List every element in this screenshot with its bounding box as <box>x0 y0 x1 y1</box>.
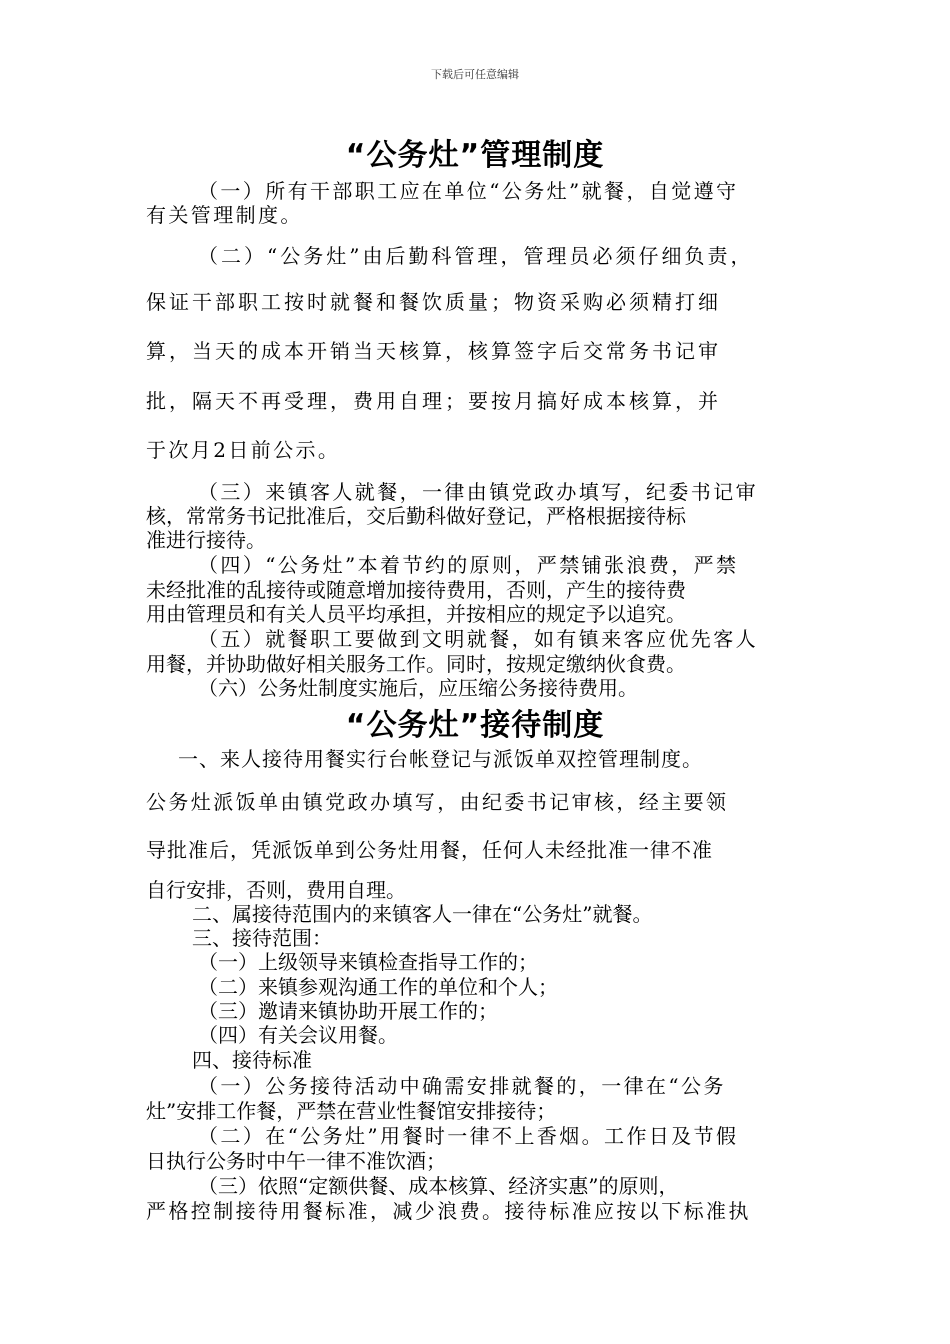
section1-line: 有关管理制度。 <box>146 203 303 227</box>
section1-line: （五）就餐职工要做到文明就餐，如有镇来客应优先客人 <box>198 627 758 651</box>
section1-title: “公务灶”管理制度 <box>345 138 605 173</box>
section2-line: （三）邀请来镇协助开展工作的； <box>198 999 498 1023</box>
page-header: 下载后可任意编辑 <box>431 68 519 81</box>
section2-line: 三、接待范围： <box>192 926 332 950</box>
section1-line: （四）“公务灶”本着节约的原则，严禁铺张浪费，严禁 <box>198 553 739 577</box>
section1-line: （三）来镇客人就餐，一律由镇党政办填写，纪委书记审 <box>198 480 758 504</box>
section1-line: 保证干部职工按时就餐和餐饮质量；物资采购必须精打细 <box>146 290 721 314</box>
section1-line: （二）“公务灶”由后勤科管理，管理员必须仔细负责， <box>198 244 754 268</box>
section2-line: （二）来镇参观沟通工作的单位和个人； <box>198 975 558 999</box>
section2-line: （二）在“公务灶”用餐时一律不上香烟。工作日及节假 <box>198 1124 739 1148</box>
section2-line: （三）依照“定额供餐、成本核算、经济实惠”的原则， <box>198 1174 679 1198</box>
section2-line: 灶”安排工作餐，严禁在营业性餐馆安排接待； <box>146 1099 557 1123</box>
section2-line: 一、来人接待用餐实行台帐登记与派饭单双控管理制度。 <box>178 747 703 771</box>
section1-line: 准进行接待。 <box>146 528 266 552</box>
section2-line: 日执行公务时中午一律不准饮酒； <box>146 1149 446 1173</box>
section1-line: 未经批准的乱接待或随意增加接待费用，否则，产生的接待费 <box>146 578 686 602</box>
section2-title: “公务灶”接待制度 <box>345 708 605 743</box>
section1-line: 用餐，并协助做好相关服务工作。同时，按规定缴纳伙食费。 <box>146 652 686 676</box>
section1-line: （一）所有干部职工应在单位“公务灶”就餐，自觉遵守 <box>198 179 739 203</box>
section2-line: （一）公务接待活动中确需安排就餐的，一律在“公务 <box>198 1074 726 1098</box>
section2-line: 公务灶派饭单由镇党政办填写，由纪委书记审核，经主要领 <box>146 790 729 814</box>
section2-line: （一）上级领导来镇检查指导工作的； <box>198 950 538 974</box>
section2-line: 导批准后，凭派饭单到公务灶用餐，任何人未经批准一律不准 <box>146 838 713 862</box>
section1-line: （六）公务灶制度实施后，应压缩公务接待费用。 <box>198 676 638 700</box>
section1-line: 批，隔天不再受理，费用自理；要按月搞好成本核算，并 <box>146 389 721 413</box>
section2-line: 二、属接待范围内的来镇客人一律在“公务灶”就餐。 <box>192 902 653 926</box>
section2-line: 自行安排，否则，费用自理。 <box>146 878 406 902</box>
section1-line: 核，常常务书记批准后，交后勤科做好登记，严格根据接待标 <box>146 504 686 528</box>
section1-line: 用由管理员和有关人员平均承担，并按相应的规定予以追究。 <box>146 602 686 626</box>
section2-line: 严格控制接待用餐标准，减少浪费。接待标准应按以下标准执 <box>146 1199 751 1223</box>
section1-line: 于次月2日前公示。 <box>146 438 341 462</box>
section2-line: 四、接待标准 <box>192 1048 312 1072</box>
section2-line: （四）有关会议用餐。 <box>198 1023 398 1047</box>
section1-line: 算，当天的成本开销当天核算，核算签字后交常务书记审 <box>146 339 721 363</box>
